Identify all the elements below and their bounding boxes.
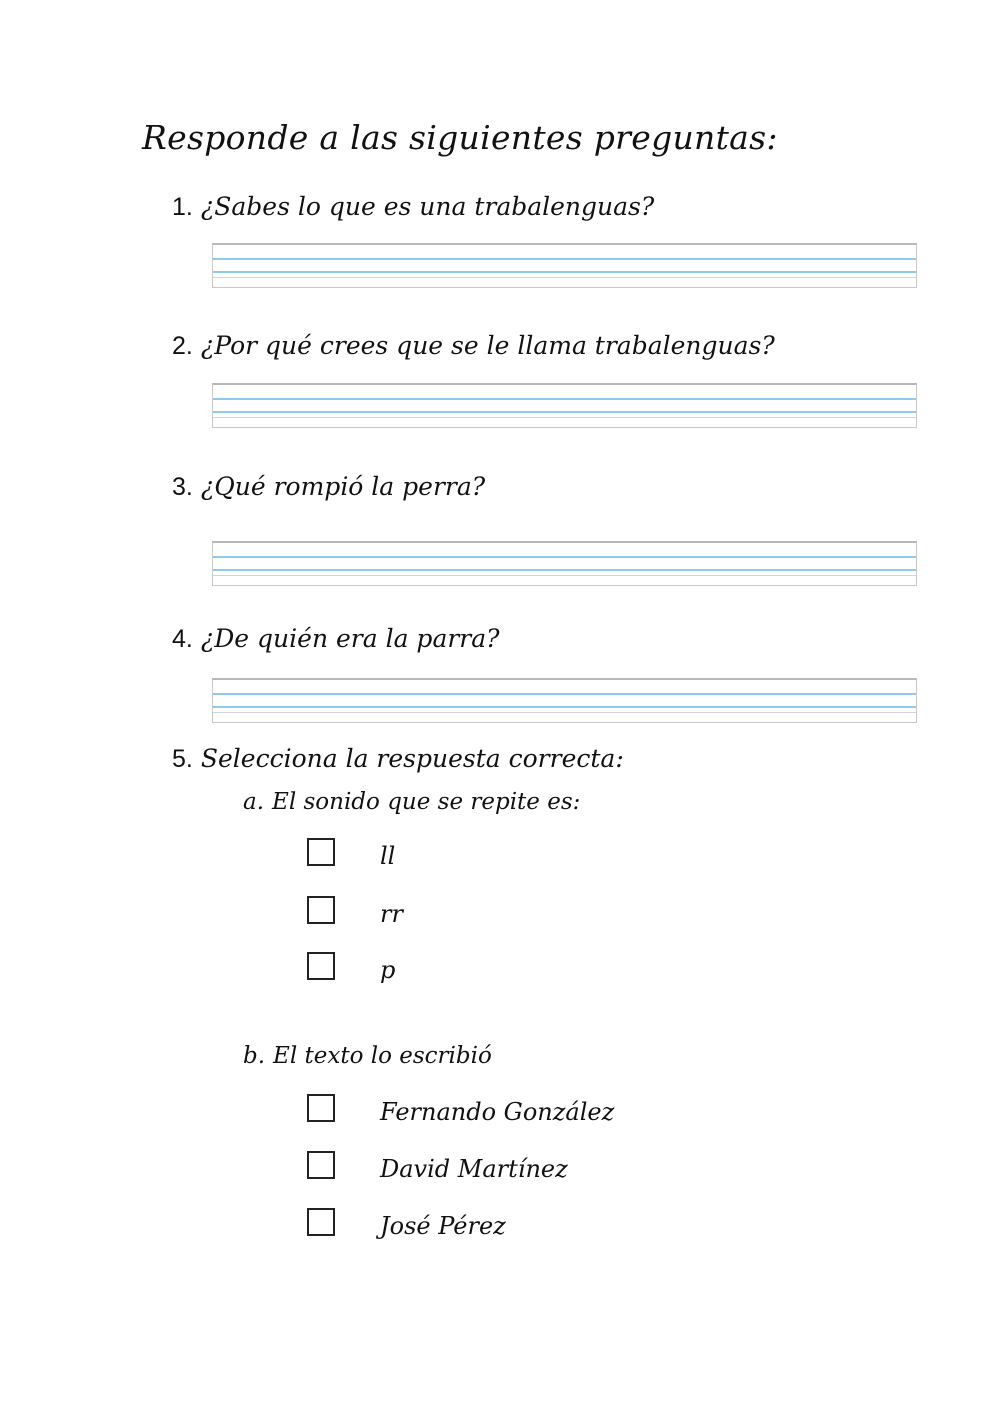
guide-line [213,271,916,273]
answer-field-4[interactable] [212,678,917,723]
section-a-prompt [243,789,580,815]
section-a-letter: a. [243,789,265,815]
guide-line [213,258,916,260]
guide-line [213,556,916,558]
guide-line [213,706,916,708]
checkbox[interactable] [307,1094,335,1122]
guide-line [213,693,916,695]
checkbox[interactable] [307,952,335,980]
guide-line [213,712,916,713]
question-1 [172,192,654,222]
guide-line [213,417,916,418]
option-label: ll [380,842,396,870]
checkbox[interactable] [307,896,335,924]
section-b-letter: b. [243,1043,266,1069]
question-3-number: 3. [172,473,193,501]
worksheet-title: Responde a las siguientes preguntas: [142,118,778,157]
option-label: Fernando González [380,1098,615,1126]
question-4-text: ¿De quién era la parra? [200,624,500,653]
question-2-text: ¿Por qué crees que se le llama trabalenguas? [200,331,775,360]
section-b-prompt [243,1043,492,1069]
answer-field-2[interactable] [212,383,917,428]
question-1-number: 1. [172,193,193,221]
answer-field-1[interactable] [212,243,917,288]
guide-line [213,398,916,400]
option-label: rr [380,900,403,928]
question-4 [172,624,500,654]
question-4-number: 4. [172,625,193,653]
option-a-ll[interactable] [307,836,396,870]
option-a-p[interactable] [307,950,396,984]
checkbox[interactable] [307,1208,335,1236]
option-b-david-martinez[interactable] [307,1149,568,1183]
question-2 [172,331,775,361]
question-1-text: ¿Sabes lo que es una trabalenguas? [200,192,655,221]
question-3 [172,472,485,502]
section-b-text: El texto lo escribió [273,1043,492,1069]
option-a-rr[interactable] [307,894,403,928]
checkbox[interactable] [307,1151,335,1179]
option-label: José Pérez [380,1212,506,1240]
question-2-number: 2. [172,332,193,360]
question-5 [172,744,624,774]
question-5-text: Selecciona la respuesta correcta: [200,744,624,773]
guide-line [213,569,916,571]
option-label: David Martínez [380,1155,568,1183]
guide-line [213,411,916,413]
answer-field-3[interactable] [212,541,917,586]
section-a-text: El sonido que se repite es: [272,789,581,815]
question-5-number: 5. [172,745,193,773]
question-3-text: ¿Qué rompió la perra? [200,472,486,501]
guide-line [213,277,916,278]
option-b-fernando-gonzalez[interactable] [307,1092,615,1126]
option-b-jose-perez[interactable] [307,1206,506,1240]
guide-line [213,575,916,576]
checkbox[interactable] [307,838,335,866]
option-label: p [380,956,396,984]
